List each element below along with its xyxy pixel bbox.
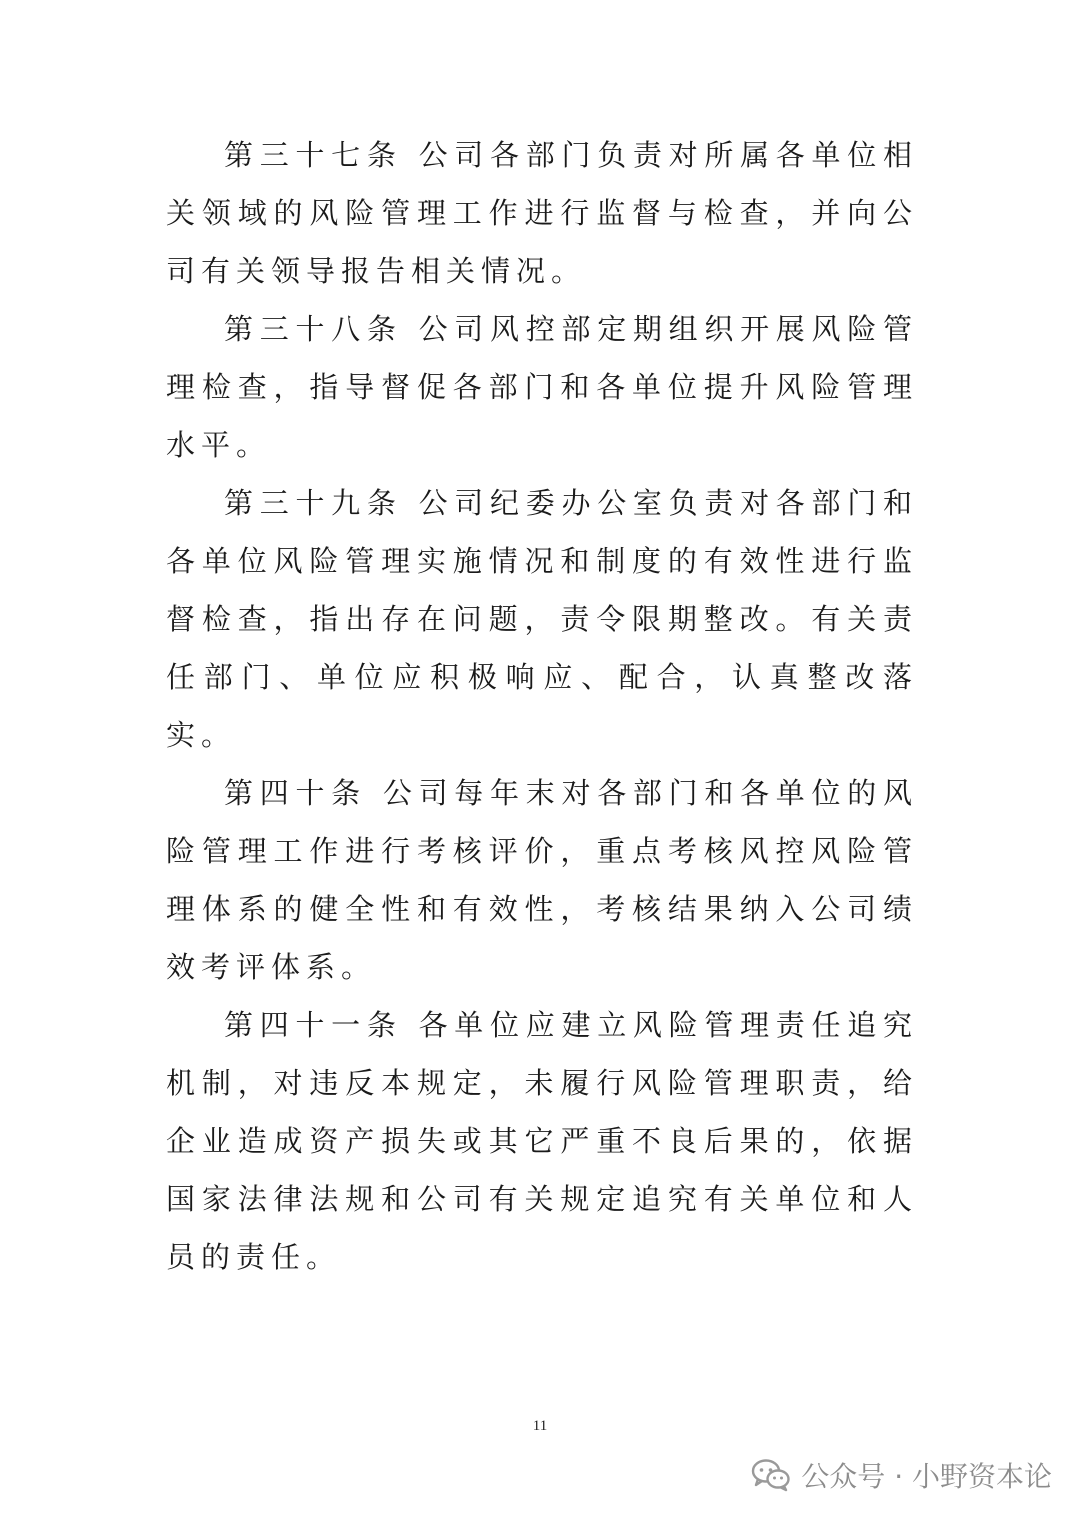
page-number: 11 — [532, 1418, 548, 1434]
article-38: 第三十八条 公司风控部定期组织开展风险管理检查，指导督促各部门和各单位提升风险管理水平。 — [166, 312, 918, 462]
wechat-icon — [751, 1458, 791, 1492]
article-40: 第四十条 公司每年末对各部门和各单位的风险管理工作进行考核评价，重点考核风控风险管理体系的健全性和有效性，考核结果纳入公司绩效考评体系。 — [166, 776, 918, 984]
document-body — [166, 126, 918, 1286]
article-37: 第三十七条 公司各部门负责对所属各单位相关领域的风险管理工作进行监督与检查，并向公司有关领导报告相关情况。 — [166, 138, 918, 288]
article-39: 第三十九条 公司纪委办公室负责对各部门和各单位风险管理实施情况和制度的有效性进行监督检查，指出存在问题，责令限期整改。有关责任部门、单位应积极响应、配合，认真整改落实。 — [166, 486, 918, 752]
watermark-text: 公众号 · 小野资本论 — [801, 1460, 1052, 1493]
watermark — [751, 1455, 1052, 1495]
article-41: 第四十一条 各单位应建立风险管理责任追究机制，对违反本规定，未履行风险管理职责，给企业造成资产损失或其它严重不良后果的，依据国家法律法规和公司有关规定追究有关单位和人员的责任。 — [166, 1008, 918, 1274]
